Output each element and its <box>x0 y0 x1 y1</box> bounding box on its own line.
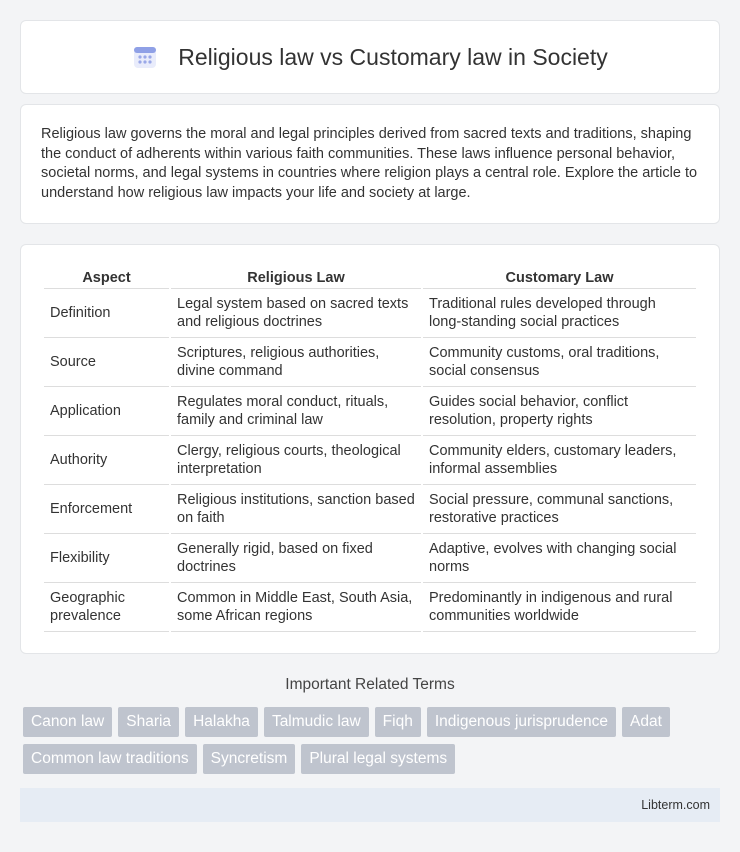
table-row <box>44 534 696 583</box>
table-row <box>44 387 696 436</box>
related-term-tag[interactable]: Canon law <box>23 707 112 737</box>
related-term-tag[interactable]: Indigenous jurisprudence <box>427 707 616 737</box>
cell-aspect: Flexibility <box>44 534 169 583</box>
table-row <box>44 436 696 485</box>
header-religious-law: Religious Law <box>171 267 421 289</box>
cell-aspect: Geographic prevalence <box>44 583 169 632</box>
related-term-tag[interactable]: Sharia <box>118 707 179 737</box>
intro-text: Religious law governs the moral and legal principles derived from sacred texts and traditions, shaping the conduct of adherents within various faith communities. These laws influence personal behavior, societal norms, and legal systems in countries where religion plays a central role. Explore the article to understand how religious law impacts your life and society at large. <box>41 126 698 201</box>
calendar-grid-icon <box>132 44 158 70</box>
comparison-card <box>20 244 720 654</box>
cell-customary-law: Traditional rules developed through long-standing social practices <box>423 289 696 338</box>
cell-aspect: Enforcement <box>44 485 169 534</box>
table-header-row <box>44 267 696 289</box>
cell-religious-law: Common in Middle East, South Asia, some African regions <box>171 583 421 632</box>
table-row <box>44 338 696 387</box>
related-terms-list <box>23 707 723 774</box>
related-terms-title: Important Related Terms <box>285 676 455 693</box>
cell-aspect: Definition <box>44 289 169 338</box>
page-title: Religious law vs Customary law in Society <box>178 43 608 70</box>
related-term-tag[interactable]: Halakha <box>185 707 258 737</box>
cell-customary-law: Guides social behavior, conflict resolution, property rights <box>423 387 696 436</box>
cell-customary-law: Social pressure, communal sanctions, restorative practices <box>423 485 696 534</box>
related-term-tag[interactable]: Plural legal systems <box>301 744 455 774</box>
cell-customary-law: Adaptive, evolves with changing social norms <box>423 534 696 583</box>
comparison-table <box>42 267 698 632</box>
related-term-tag[interactable]: Talmudic law <box>264 707 369 737</box>
cell-religious-law: Religious institutions, sanction based on faith <box>171 485 421 534</box>
cell-religious-law: Generally rigid, based on fixed doctrines <box>171 534 421 583</box>
cell-religious-law: Regulates moral conduct, rituals, family and criminal law <box>171 387 421 436</box>
cell-customary-law: Community customs, oral traditions, social consensus <box>423 338 696 387</box>
header-aspect: Aspect <box>44 267 169 289</box>
header-customary-law: Customary Law <box>423 267 696 289</box>
table-row <box>44 485 696 534</box>
footer <box>20 788 720 822</box>
intro-card <box>20 104 720 224</box>
table-row <box>44 289 696 338</box>
footer-site[interactable]: Libterm.com <box>641 798 710 812</box>
related-term-tag[interactable]: Common law traditions <box>23 744 197 774</box>
cell-aspect: Application <box>44 387 169 436</box>
related-term-tag[interactable]: Adat <box>622 707 670 737</box>
related-term-tag[interactable]: Fiqh <box>375 707 421 737</box>
related-term-tag[interactable]: Syncretism <box>203 744 296 774</box>
cell-customary-law: Predominantly in indigenous and rural communities worldwide <box>423 583 696 632</box>
cell-customary-law: Community elders, customary leaders, informal assemblies <box>423 436 696 485</box>
cell-religious-law: Legal system based on sacred texts and religious doctrines <box>171 289 421 338</box>
cell-religious-law: Scriptures, religious authorities, divine command <box>171 338 421 387</box>
header-card <box>20 20 720 94</box>
cell-aspect: Source <box>44 338 169 387</box>
table-row <box>44 583 696 632</box>
cell-religious-law: Clergy, religious courts, theological interpretation <box>171 436 421 485</box>
cell-aspect: Authority <box>44 436 169 485</box>
